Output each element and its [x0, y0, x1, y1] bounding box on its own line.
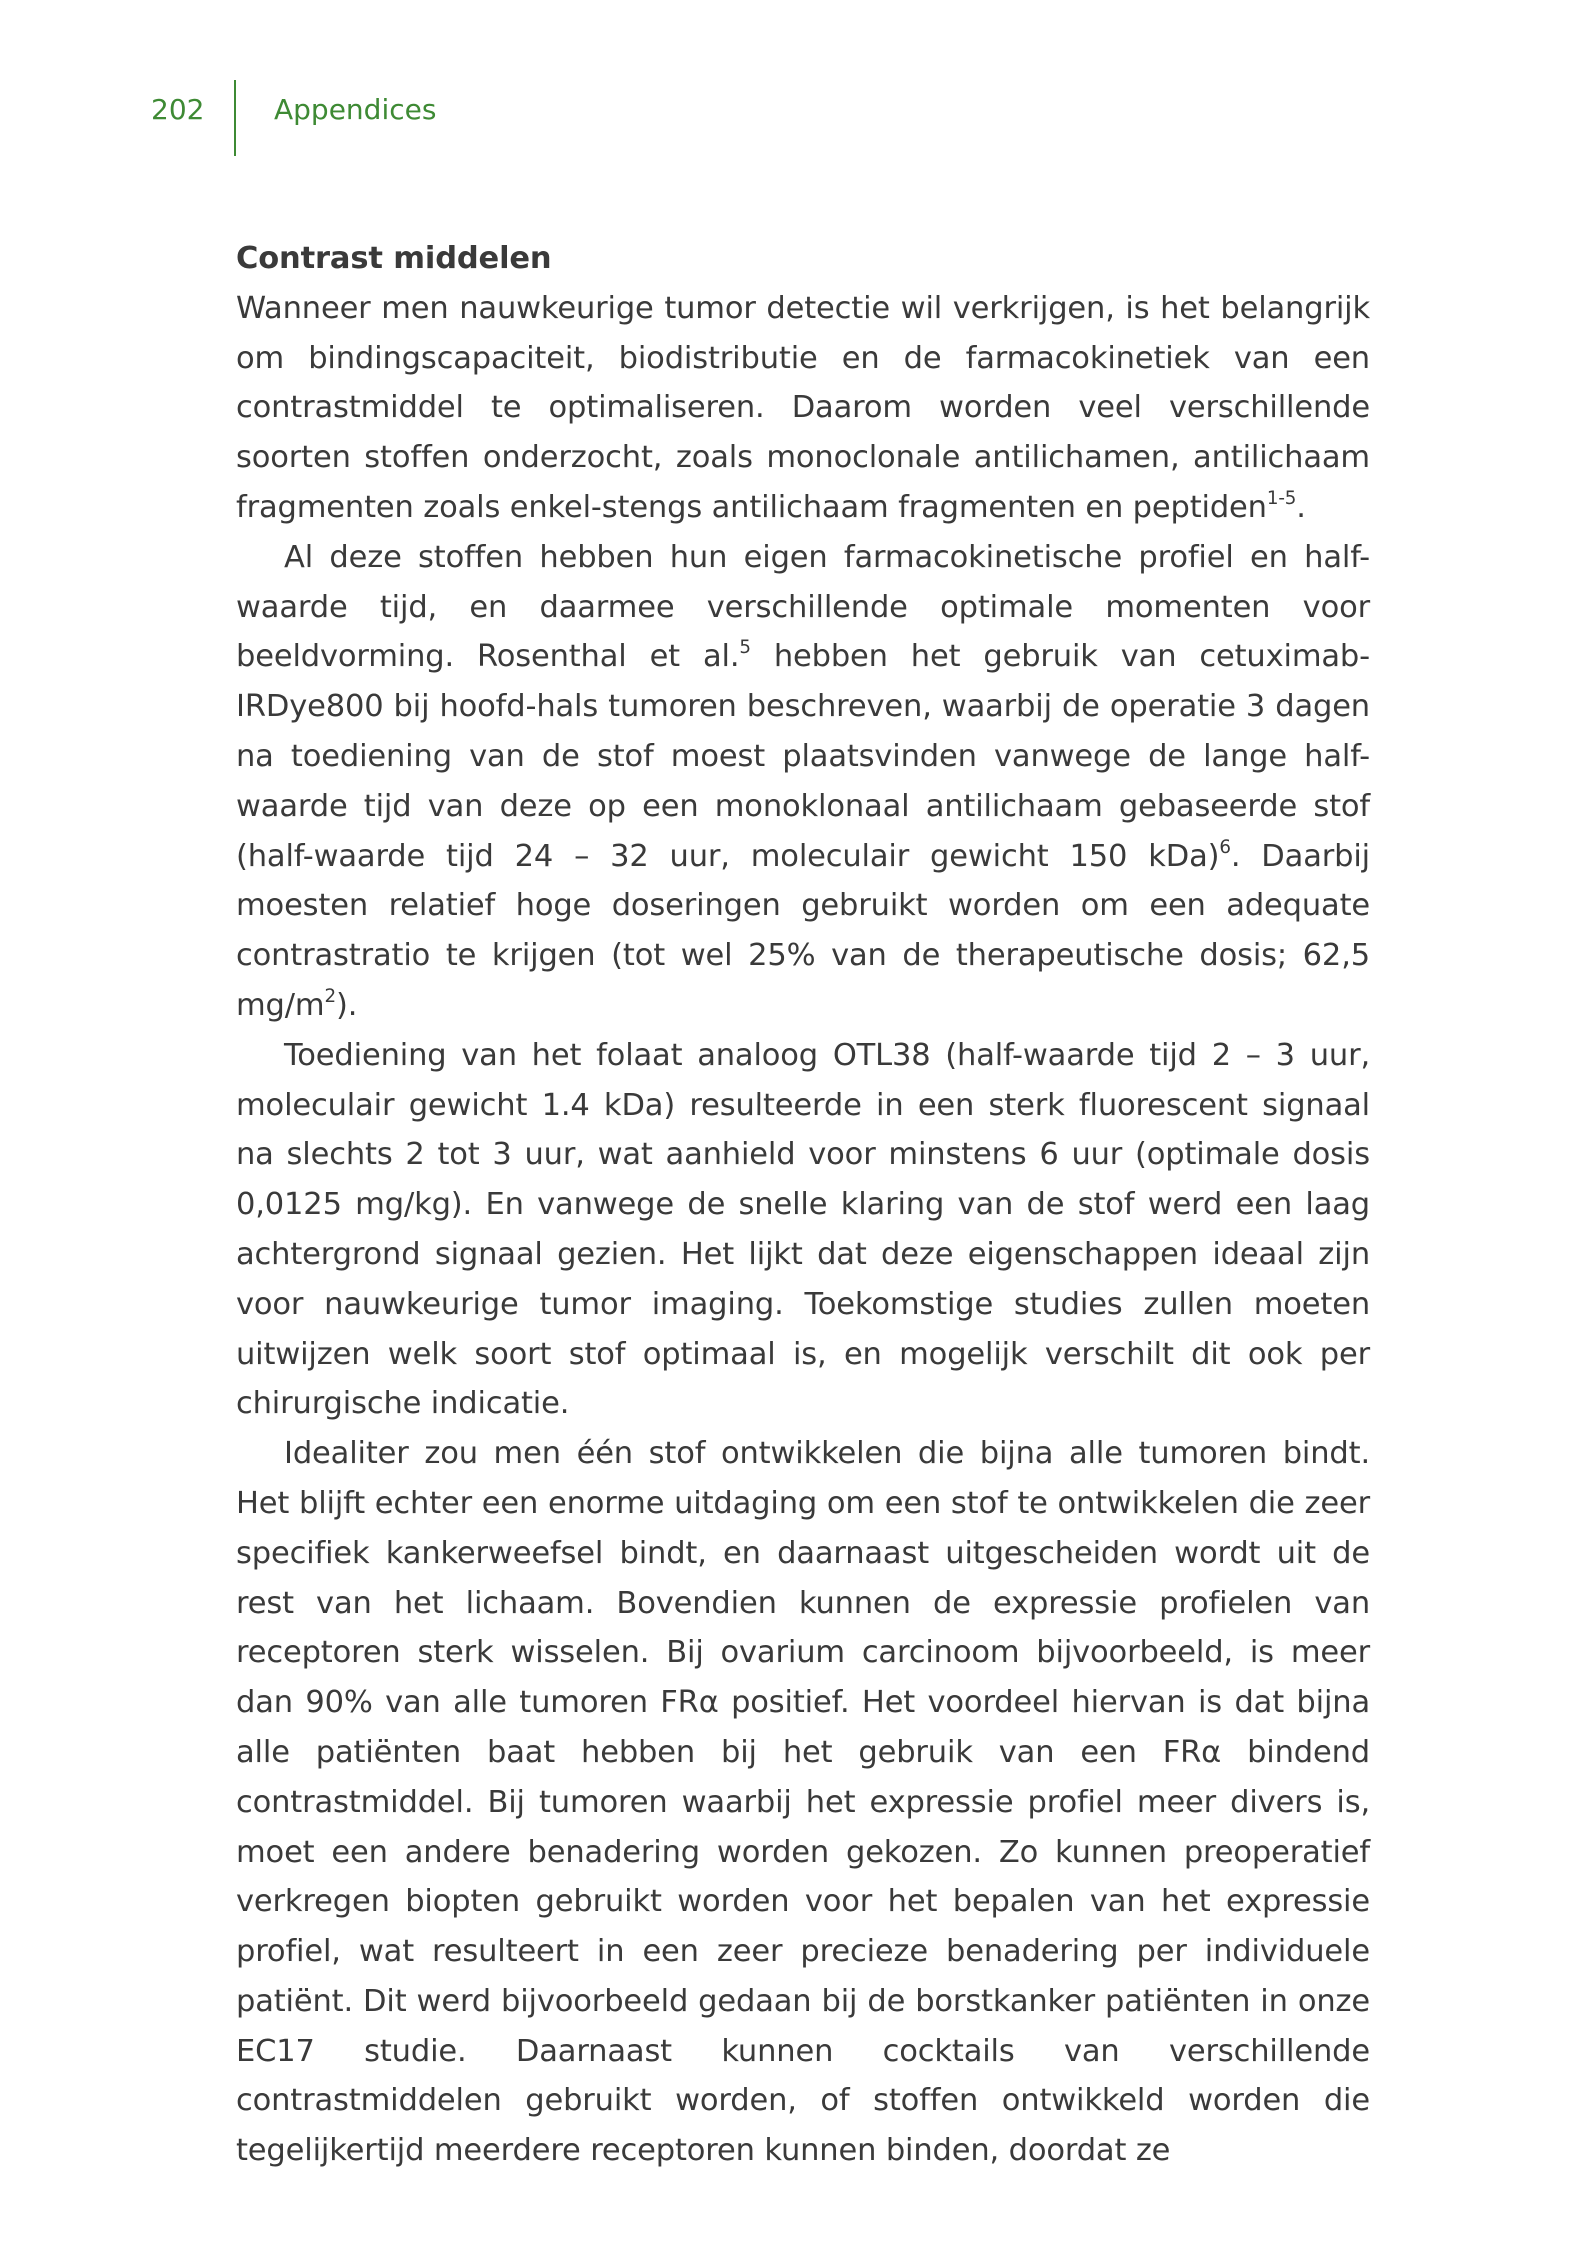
section-title: Contrast middelen: [236, 241, 552, 276]
unit-superscript: 2: [324, 986, 336, 1008]
running-title: Appendices: [274, 93, 437, 126]
paragraph-4: Idealiter zou men één stof ontwikkelen die bijna alle tumoren bindt. Het blijft echter een enorme uitdaging om een stof te ontwikkelen die zeer specifiek kankerweefsel bindt, en daarnaast uitgescheiden wordt uit de rest van het lichaam. Bovendien kunnen de expressie profielen van receptoren sterk wisselen. Bij ovarium carcinoom bijvoorbeeld, is meer dan 90% van alle tumoren FRα positief. Het voordeel hiervan is dat bijna alle patiënten baat hebben bij het gebruik van een FRα bindend contrastmiddel. Bij tumoren waarbij het expressie profiel meer divers is, moet een andere benadering worden gekozen. Zo kunnen preoperatief verkregen biopten gebruikt worden voor het bepalen van het expressie profiel, wat resulteert in een zeer precieze benadering per individuele patiënt. Dit werd bijvoorbeeld gedaan bij de borstkanker patiënten in onze EC17 studie. Daarnaast kunnen cocktails van verschillende contrastmiddelen gebruikt worden, of stoffen ontwikkeld worden die tegelijkertijd meerdere receptoren kunnen binden, doordat ze: [236, 1436, 1370, 2169]
paragraph-1-text: Wanneer men nauwkeurige tumor detectie wil verkrijgen, is het belangrijk om bindingscapaciteit, biodistributie en de farmacokinetiek van een contrastmiddel te optimaliseren. Daarom worden veel verschillende soorten stoffen onderzocht, zoals monoclonale antilichamen, antilichaam fragmenten zoals enkel-stengs antilichaam fragmenten en peptiden: [236, 290, 1370, 525]
paragraph-2-part2: hebben het gebruik van cetuximab-IRDye800 bij hoofd-hals tumoren beschreven, waarbij de operatie 3 dagen na toediening van de stof moest plaatsvinden vanwege de lange half-waarde tijd van deze op een monoklonaal antilichaam gebaseerde stof (half-waarde tijd 24 – 32 uur, moleculair gewicht 150 kDa): [236, 639, 1370, 874]
body-text: [236, 234, 1370, 2176]
paragraph-2-part1: Al deze stoffen hebben hun eigen farmacokinetische profiel en half-waarde tijd, en daarmee verschillende optimale momenten voor beeldvorming. Rosenthal et al.: [236, 539, 1370, 675]
header-divider: [234, 80, 236, 156]
citation-ref: 6: [1219, 836, 1231, 858]
citation-ref: 1-5: [1266, 488, 1297, 510]
paragraph-3: Toediening van het folaat analoog OTL38 (half-waarde tijd 2 – 3 uur, moleculair gewicht 1.4 kDa) resulteerde in een sterk fluorescent signaal na slechts 2 tot 3 uur, wat aanhield voor minstens 6 uur (optimale dosis 0,0125 mg/kg). En vanwege de snelle klaring van de stof werd een laag achtergrond signaal gezien. Het lijkt dat deze eigenschappen ideaal zijn voor nauwkeurige tumor imaging. Toekomstige studies zullen moeten uitwijzen welk soort stof optimaal is, en mogelijk verschilt dit ook per chirurgische indicatie.: [236, 1037, 1370, 1422]
page-number: 202: [151, 93, 205, 126]
paragraph-2-part3: . Daarbij moesten relatief hoge doseringen gebruikt worden om een adequate contrastratio te krijgen (tot wel 25% van de therapeutische dosis; 62,5 mg/m: [236, 838, 1370, 1023]
paragraph-1-end: .: [1296, 489, 1306, 525]
paragraph-1: [236, 284, 1370, 533]
citation-ref: 5: [739, 637, 751, 659]
paragraph-2-part4: ).: [335, 987, 358, 1023]
paragraph-2: [236, 533, 1370, 1031]
